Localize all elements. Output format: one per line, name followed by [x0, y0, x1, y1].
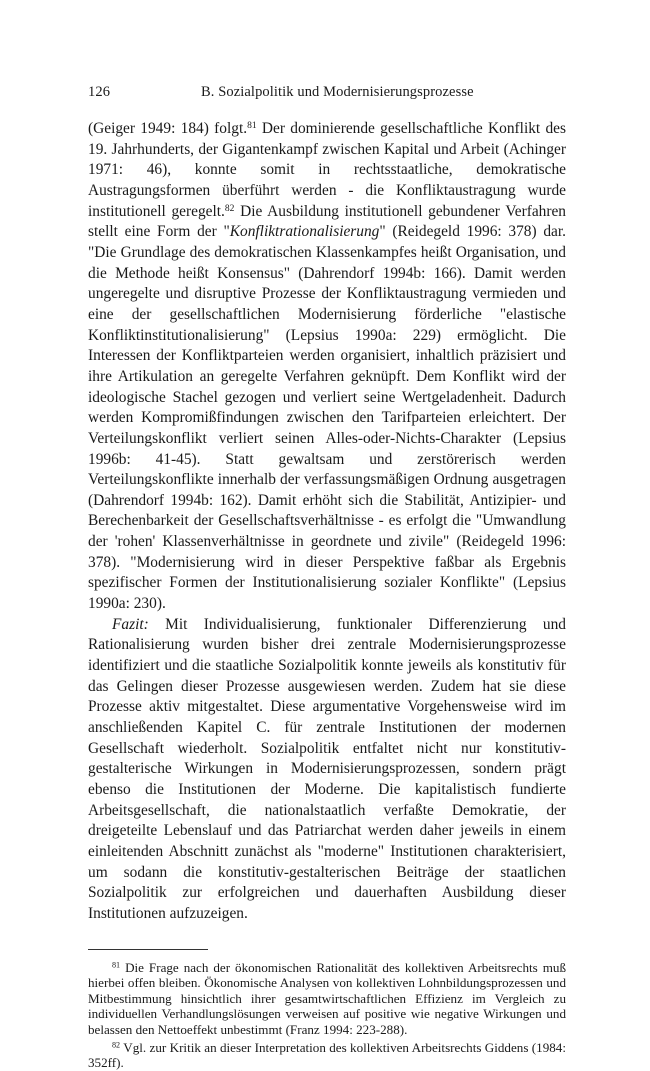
- text-run: Vgl. zur Kritik an dieser Interpretation des kollektiven Arbeitsrechts Giddens (1984: 352ff).: [88, 1039, 566, 1071]
- footnote-marker: 82: [112, 1040, 121, 1050]
- italic-text: Konfliktrationalisierung: [229, 223, 380, 241]
- text-run: Der dominierende gesellschaftliche Konflikt des 19. Jahrhunderts, der Gigantenkampf zwischen Kapital und Arbeit (Achinger 1971: 46), konnte somit in rechtsstaatliche, demokratische Austragungsformen überführt werden - die Konfliktaustragung wurde institutionell geregelt.: [88, 120, 566, 220]
- italic-text: Fazit:: [112, 615, 149, 633]
- page-number: 126: [88, 84, 111, 100]
- text-run: Die Frage nach der ökonomischen Rationalität des kollektiven Arbeitsrechts muß hierbei offen bleiben. Ökonomische Analysen von kollektiven Lohnbildungsprozessen und Mitbestimmung hinsichtlich ihrer gesamtwirtschaftlichen Effizienz im Vergleich zu individuellen Verhandlungslösungen verweisen auf positive wie negative Wirkungen und belassen den Nettoeffekt unbestimmt (Franz 1994: 223-288).: [88, 959, 566, 1037]
- footnote-marker: 81: [247, 119, 257, 131]
- footnote: [88, 960, 566, 1038]
- footnote-marker: 82: [224, 202, 235, 214]
- running-head: [88, 84, 566, 108]
- text-run: (Geiger 1949: 184) folgt.: [88, 120, 248, 137]
- text-run: Mit Individualisierung, funktionaler Differenzierung und Rationalisierung wurden bisher drei zentrale Modernisierungsprozesse identifiziert und die staatliche Sozialpolitik konnte jeweils als konstitutiv für das Gelingen dieser Prozesse ausgewiesen werden. Zudem hat sie diese Prozesse aktiv mitgestaltet. Diese argumentative Vorgehensweise wird im anschließenden Kapitel C. für zentrale Institutionen der modernen Gesellschaft wiederholt. Sozialpolitik entfaltet nicht nur konstitutiv-gestalterische Wirkungen in Modernisierungsprozessen, sondern prägt ebenso die Institutionen der Moderne. Die kapitalistisch fundierte Arbeitsgesellschaft, die nationalstaatlich verfaßte Demokratie, der dreigeteilte Lebenslauf und das Patriarchat werden daher jeweils in einem einleitenden Abschnitt zunächst als "moderne" Institutionen charakterisiert, um sodann die konstitutiv-gestalterischen Beiträge der staatlichen Sozialpolitik zur erfolgreichen und dauerhaften Ausbildung dieser Institutionen aufzuzeigen.: [88, 615, 566, 922]
- text-run: Die Ausbildung institutionell gebundener Verfahren stellt eine Form der ": [88, 202, 566, 241]
- footnotes: [88, 960, 566, 1071]
- running-head-title: B. Sozialpolitik und Modernisierungsprozesse: [201, 84, 474, 100]
- text-run: " (Reidegeld 1996: 378) dar. "Die Grundlage des demokratischen Klassenkampfes heißt Organisation, und die Methode heißt Konsensus" (Dahrendorf 1994b: 166). Damit werden ungeregelte und disruptive Prozesse der Konfliktaustragung vermieden und eine der gesellschaftlichen Modernisierung förderliche "elastische Konfliktinstitutionalisierung" (Lepsius 1990a: 229) ermöglicht. Die Interessen der Konfliktparteien werden organisiert, inhaltlich präzisiert und ihre Artikulation an geregelte Verfahren geknüpft. Dem Konflikt wird der ideologische Stachel gezogen und verliert seine Wertgeladenheit. Dadurch werden Kompromißfindungen zwischen den Tarifparteien erleichtert. Der Verteilungskonflikt verliert seinen Alles-oder-Nichts-Charakter (Lepsius 1996b: 41-45). Statt gewaltsam und zerstörerisch werden Verteilungskonflikte innerhalb der verfassungsmäßigen Ordnung ausgetragen (Dahrendorf 1994b: 162). Damit erhöht sich die Stabilität, Antizipier- und Berechenbarkeit der Gesellschaftsverhältnisse - es erfolgt die "Umwandlung der 'rohen' Klassenverhältnisse in geordnete und zivile" (Reidegeld 1996: 378). "Modernisierung wird in dieser Perspektive faßbar als Ergebnis spezifischer Formen der Institutionalisierung sozialer Konflikte" (Lepsius 1990a: 230).: [88, 223, 566, 613]
- footnote: [88, 1040, 566, 1071]
- paragraph: [88, 119, 566, 615]
- book-page: [88, 84, 566, 1071]
- footnote-marker: 81: [112, 960, 121, 970]
- footnote-divider: [88, 949, 208, 950]
- paragraph: [88, 615, 566, 925]
- body-text: [88, 119, 566, 925]
